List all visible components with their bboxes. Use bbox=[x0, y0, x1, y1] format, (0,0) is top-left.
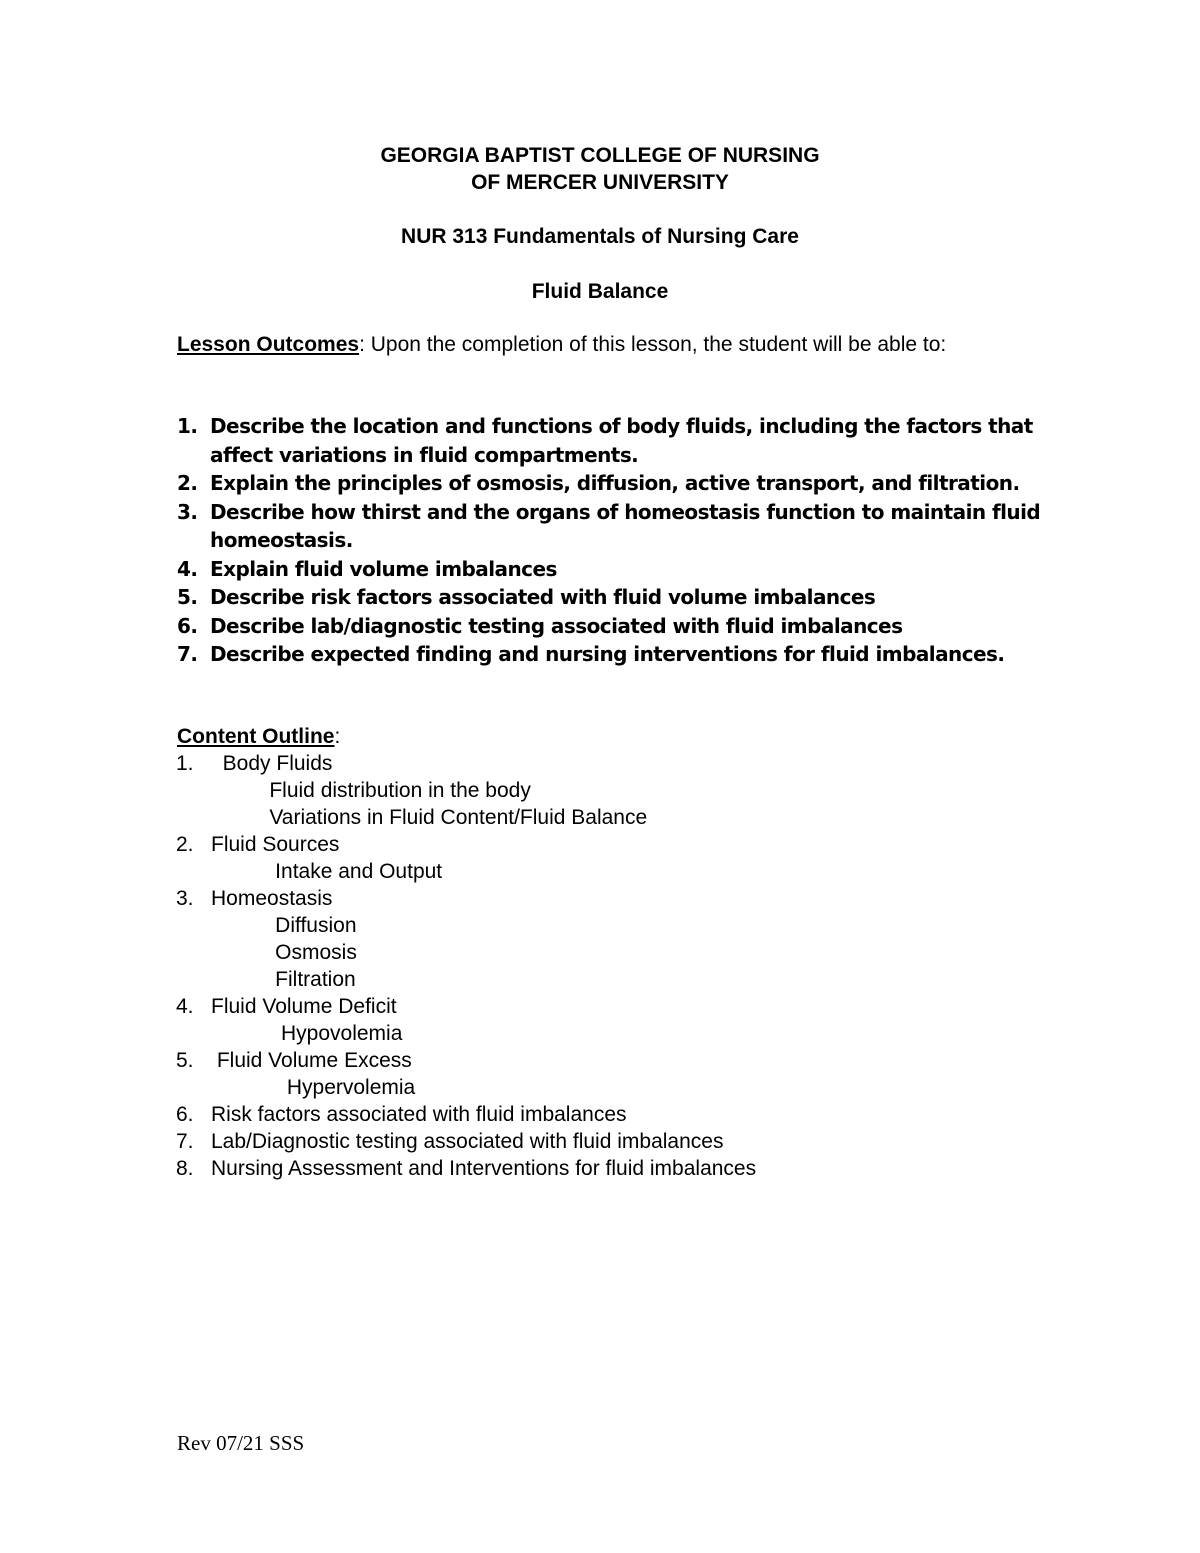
outcome-text: Explain the principles of osmosis, diffusion, active transport, and filtration. bbox=[210, 471, 1020, 495]
outcome-text: Describe how thirst and the organs of homeostasis function to maintain fluid homeostasis. bbox=[210, 499, 1041, 552]
outline-number: 4. bbox=[176, 995, 194, 1018]
outline-number: 8. bbox=[176, 1157, 194, 1180]
outline-text: Risk factors associated with fluid imbalances bbox=[211, 1103, 627, 1126]
outline-number: 3. bbox=[176, 887, 194, 910]
outline-text: Body Fluids bbox=[211, 752, 333, 775]
content-outline-label: Content Outline bbox=[177, 725, 335, 748]
revision-footer: Rev 07/21 SSS bbox=[177, 1431, 305, 1455]
outline-item bbox=[176, 885, 1076, 912]
outline-text: Intake and Output bbox=[211, 860, 443, 883]
outline-subitem bbox=[176, 966, 1076, 993]
outcome-item bbox=[177, 640, 1077, 669]
outline-item bbox=[176, 831, 1076, 858]
outline-text: Fluid Volume Excess bbox=[211, 1049, 412, 1072]
outline-subitem bbox=[176, 804, 1076, 831]
outcome-number: 5. bbox=[177, 585, 198, 609]
outline-number: 6. bbox=[176, 1103, 194, 1126]
content-outline-heading bbox=[177, 723, 340, 751]
lesson-outcomes-intro bbox=[177, 331, 1037, 359]
outline-subitem bbox=[176, 858, 1076, 885]
outcome-number: 1. bbox=[177, 414, 198, 438]
outcome-text: Describe the location and functions of body fluids, including the factors that affect variations in fluid compartments. bbox=[210, 414, 1033, 467]
outline-text: Filtration bbox=[211, 968, 356, 991]
outcome-number: 6. bbox=[177, 613, 198, 638]
outline-text: Fluid distribution in the body bbox=[211, 779, 531, 802]
outcome-item bbox=[177, 555, 1077, 584]
outcome-text: Describe expected finding and nursing interventions for fluid imbalances. bbox=[210, 642, 1005, 666]
outcome-number: 7. bbox=[177, 642, 198, 666]
outcome-number: 3. bbox=[177, 499, 198, 524]
outline-text: Fluid Sources bbox=[211, 833, 340, 856]
content-outline-list bbox=[176, 750, 1076, 1182]
outline-text: Fluid Volume Deficit bbox=[211, 995, 397, 1018]
outline-text: Diffusion bbox=[211, 914, 357, 937]
outcome-text: Explain fluid volume imbalances bbox=[210, 556, 557, 581]
outline-text: Variations in Fluid Content/Fluid Balance bbox=[211, 806, 648, 829]
outline-number: 2. bbox=[176, 833, 194, 856]
lesson-outcomes-text: : Upon the completion of this lesson, the student will be able to: bbox=[359, 333, 947, 356]
outline-subitem bbox=[176, 777, 1076, 804]
topic-title: Fluid Balance bbox=[531, 280, 669, 303]
outline-number: 7. bbox=[176, 1130, 194, 1153]
outcome-item bbox=[177, 583, 1077, 612]
university-name: OF MERCER UNIVERSITY bbox=[471, 171, 729, 194]
outline-item bbox=[176, 1101, 1076, 1128]
outcome-number: 2. bbox=[177, 471, 198, 495]
outline-item bbox=[176, 1155, 1076, 1182]
outline-item bbox=[176, 993, 1076, 1020]
content-outline-colon: : bbox=[334, 725, 341, 748]
lesson-outcomes-label: Lesson Outcomes bbox=[177, 333, 360, 356]
outline-subitem bbox=[176, 939, 1076, 966]
outline-text: Hypervolemia bbox=[211, 1076, 416, 1099]
outline-text: Osmosis bbox=[211, 941, 357, 964]
outline-subitem bbox=[176, 912, 1076, 939]
outcome-item bbox=[177, 412, 1077, 469]
outline-item bbox=[176, 750, 1076, 777]
outline-subitem bbox=[176, 1020, 1076, 1047]
outline-number: 5. bbox=[176, 1049, 194, 1072]
college-name: GEORGIA BAPTIST COLLEGE OF NURSING bbox=[380, 144, 820, 167]
outcome-item bbox=[177, 469, 1077, 498]
outline-text: Hypovolemia bbox=[211, 1022, 403, 1045]
outcome-text: Describe risk factors associated with fluid volume imbalances bbox=[210, 585, 876, 609]
lesson-outcomes-list bbox=[177, 412, 1077, 669]
outcome-item bbox=[177, 612, 1077, 641]
outline-number: 1. bbox=[176, 752, 194, 775]
outline-item bbox=[176, 1047, 1076, 1074]
outline-subitem bbox=[176, 1074, 1076, 1101]
outcome-item bbox=[177, 498, 1077, 555]
outline-text: Homeostasis bbox=[211, 887, 333, 910]
outcome-number: 4. bbox=[177, 556, 198, 581]
outcome-text: Describe lab/diagnostic testing associated with fluid imbalances bbox=[210, 613, 903, 638]
outline-item bbox=[176, 1128, 1076, 1155]
outline-text: Nursing Assessment and Interventions for fluid imbalances bbox=[211, 1157, 757, 1180]
course-title: NUR 313 Fundamentals of Nursing Care bbox=[401, 225, 799, 248]
outline-text: Lab/Diagnostic testing associated with fluid imbalances bbox=[211, 1130, 724, 1153]
